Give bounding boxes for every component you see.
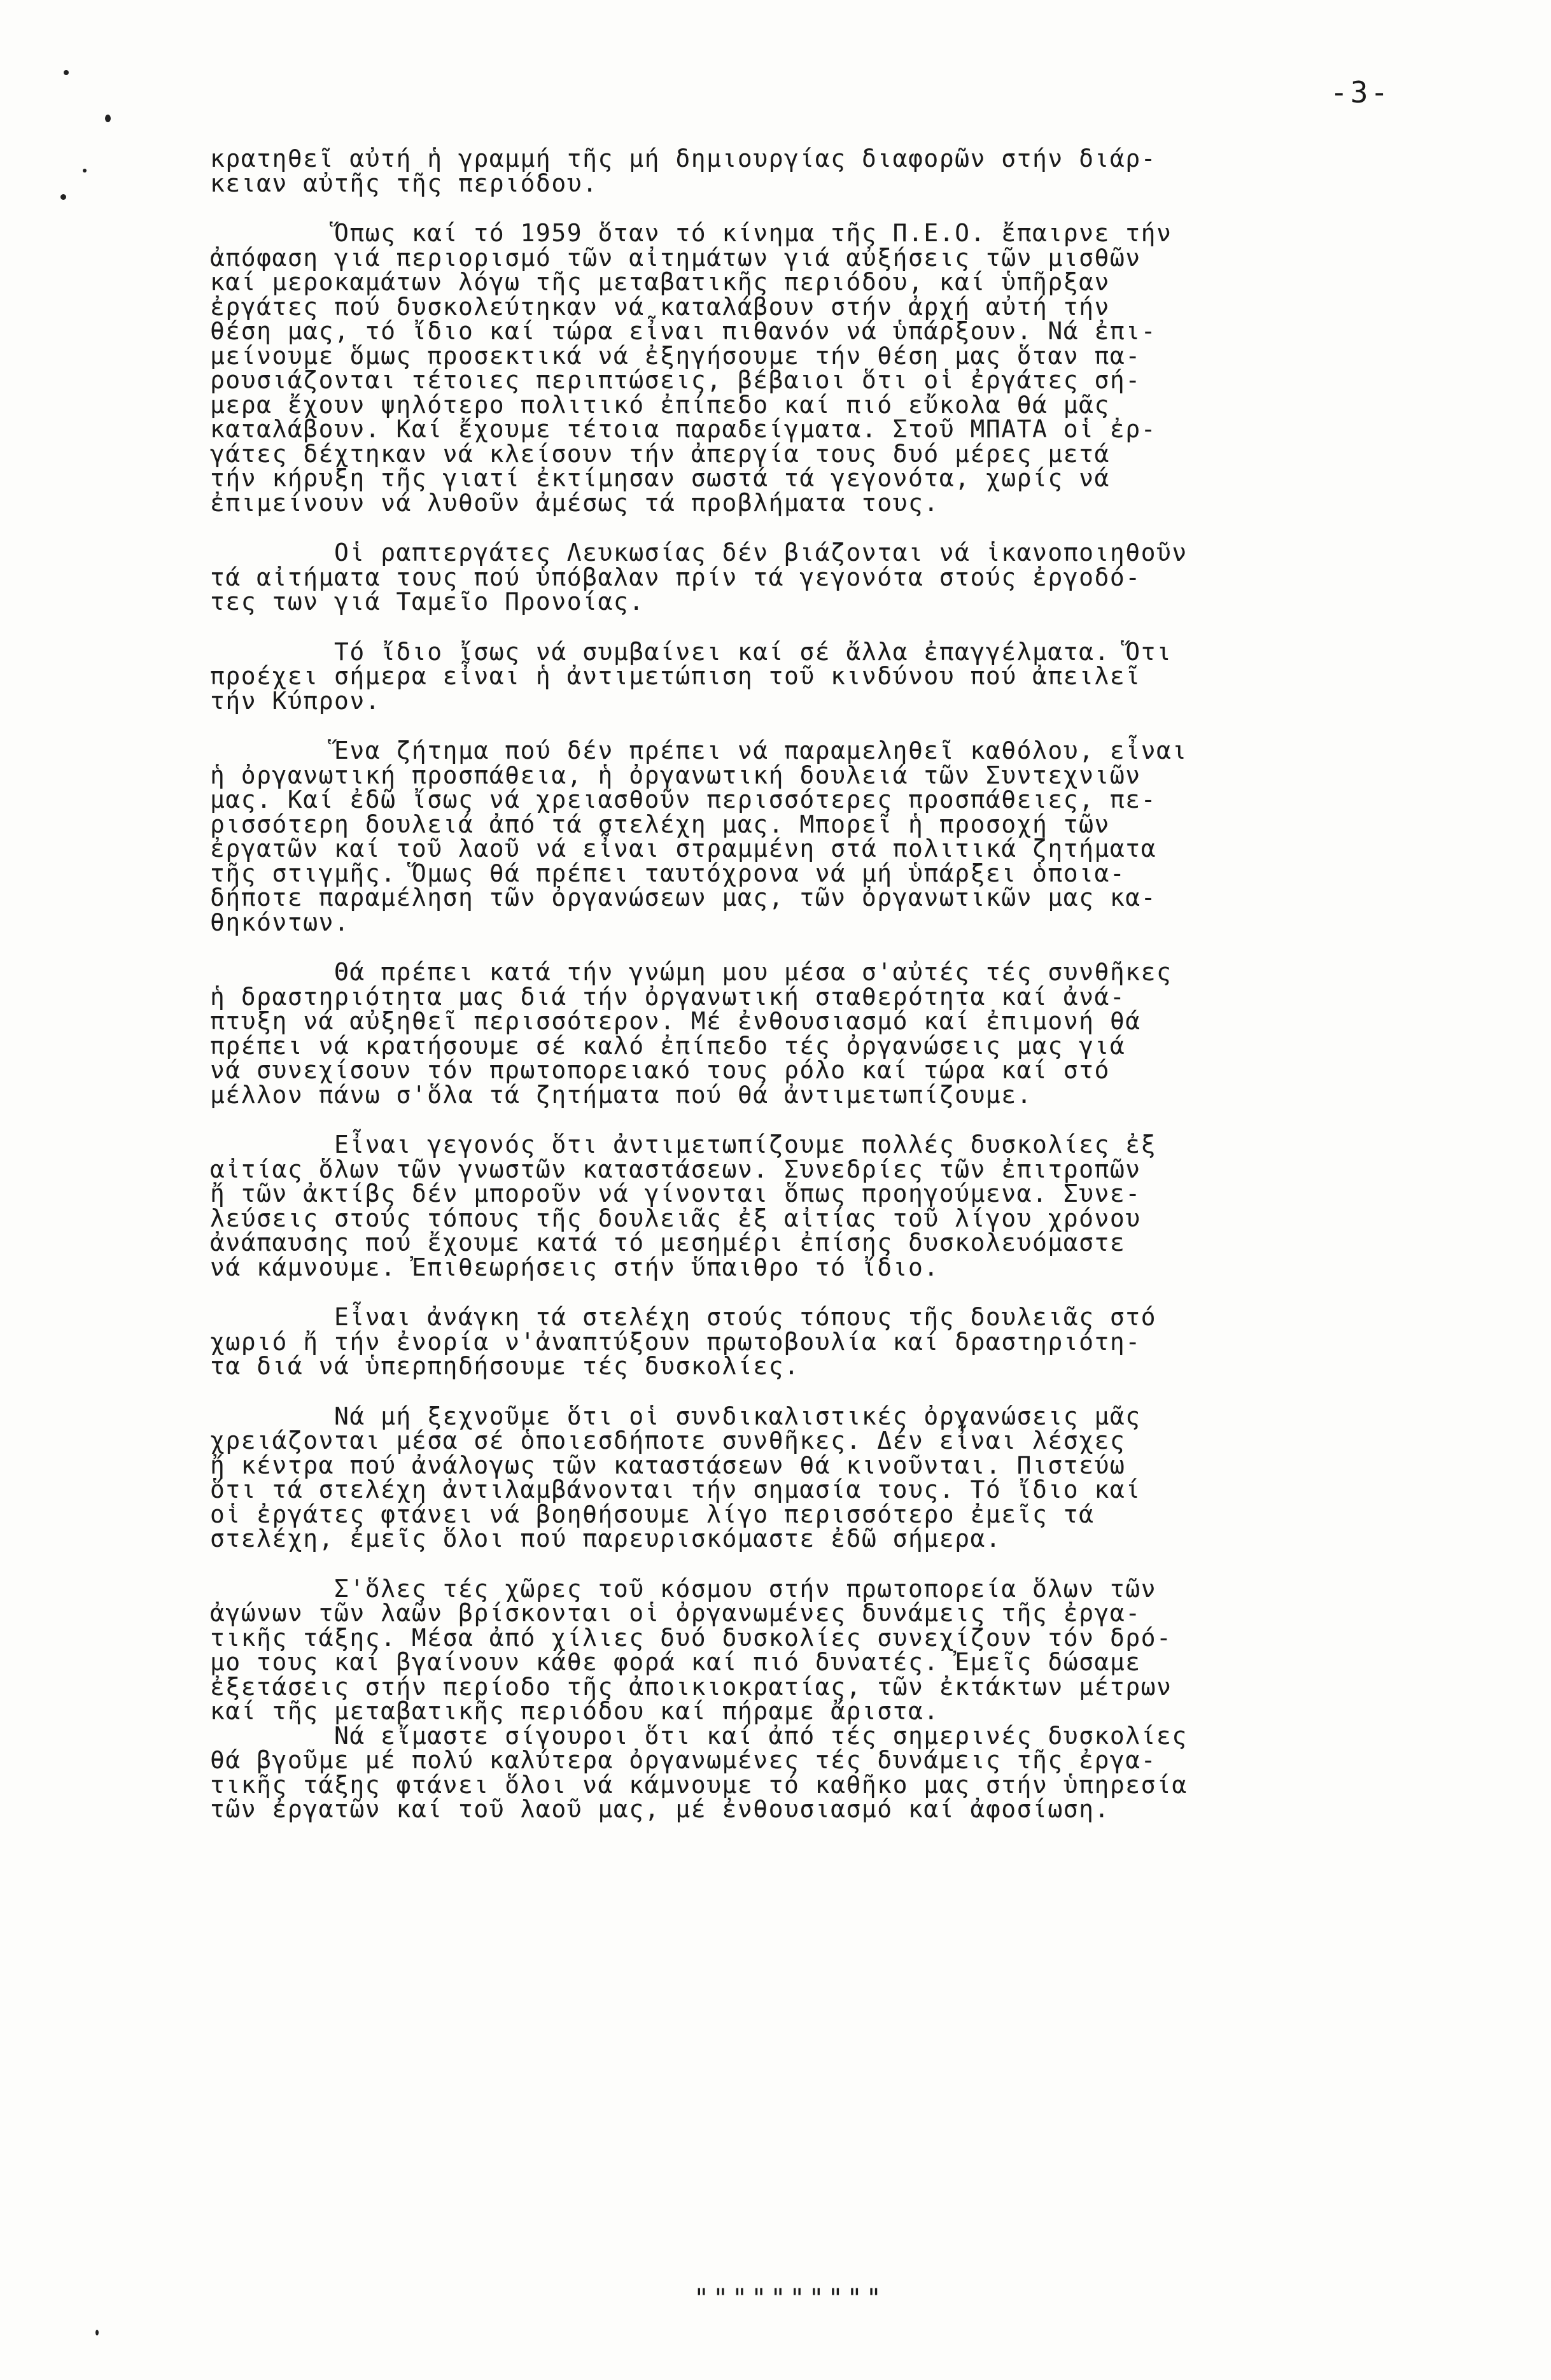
text-line: ἀγώνων τῶν λαῶν βρίσκονται οἱ ὀργανωμένες δυνάμεις τῆς ἐργα- bbox=[210, 1599, 1141, 1627]
text-line: χρειάζονται μέσα σέ ὁποιεσδήποτε συνθῆκες. Δέν εἶναι λέσχες bbox=[210, 1426, 1126, 1454]
text-line: ρισσότερη δουλειά ἀπό τά στελέχη μας. Μπορεῖ ἡ προσοχή τῶν bbox=[210, 810, 1110, 838]
text-line: τῶν ἐργατῶν καί τοῦ λαοῦ μας, μέ ἐνθουσιασμό καί ἀφοσίωση. bbox=[210, 1795, 1110, 1823]
ink-speck bbox=[60, 194, 66, 200]
text-line: θά βγοῦμε μέ πολύ καλύτερα ὀργανωμένες τές δυνάμεις τῆς ἐργα- bbox=[210, 1746, 1157, 1774]
ink-speck bbox=[105, 115, 111, 122]
text-line: τικῆς τάξης. Μέσα ἀπό χίλιες δυό δυσκολίες συνεχίζουν τόν δρό- bbox=[210, 1623, 1172, 1652]
text-line: Οἱ ραπτεργάτες Λευκωσίας δέν βιάζονται νά ἱκανοποιηθοῦν bbox=[210, 539, 1188, 567]
text-line: Εἶναι ἀνάγκη τά στελέχη στούς τόπους τῆς δουλειᾶς στό bbox=[210, 1303, 1157, 1331]
text-line: ἀνάπαυσης πού ἔχουμε κατά τό μεσημέρι ἐπίσης δυσκολευόμαστε bbox=[210, 1229, 1126, 1257]
text-line: καί τῆς μεταβατικῆς περιόδου καί πήραμε ἄριστα. bbox=[210, 1697, 939, 1725]
text-line: τά αἰτήματα τους πού ὑπόβαλαν πρίν τά γεγονότα στούς ἐργοδό- bbox=[210, 563, 1141, 591]
text-line: γάτες δέχτηκαν νά κλείσουν τήν ἀπεργία τους δυό μέρες μετά bbox=[210, 439, 1110, 468]
text-line: κρατηθεῖ αὐτή ἡ γραμμή τῆς μή δημιουργίας διαφορῶν στήν διάρ- bbox=[210, 144, 1157, 173]
text-line: Νά εἴμαστε σίγουροι ὅτι καί ἀπό τές σημερινές δυσκολίες bbox=[210, 1721, 1188, 1750]
text-line: καταλάβουν. Καί ἔχουμε τέτοια παραδείγματα. Στοῦ ΜΠΑΤΑ οἱ ἐρ- bbox=[210, 415, 1157, 443]
text-line: Ἕνα ζήτημα πού δέν πρέπει νά παραμεληθεῖ καθόλου, εἶναι bbox=[210, 736, 1188, 764]
paragraph-gap bbox=[210, 1379, 1438, 1404]
text-line: Τό ἴδιο ἴσως νά συμβαίνει καί σέ ἄλλα ἐπαγγέλματα. Ὅτι bbox=[210, 637, 1172, 666]
text-line: μας. Καί ἐδῶ ἴσως νά χρειασθοῦν περισσότερες προσπάθειες, πε- bbox=[210, 785, 1157, 813]
text-line: αἰτίας ὅλων τῶν γνωστῶν καταστάσεων. Συνεδρίες τῶν ἐπιτροπῶν bbox=[210, 1155, 1141, 1183]
text-line: δήποτε παραμέληση τῶν ὀργανώσεων μας, τῶν ὀργανωτικῶν μας κα- bbox=[210, 884, 1157, 912]
text-line: ἡ ὀργανωτική προσπάθεια, ἡ ὀργανωτική δουλειά τῶν Συντεχνιῶν bbox=[210, 761, 1141, 789]
ink-speck bbox=[95, 2330, 99, 2335]
text-line: Νά μή ξεχνοῦμε ὅτι οἱ συνδικαλιστικές ὀργανώσεις μᾶς bbox=[210, 1402, 1141, 1430]
paragraph-gap bbox=[210, 1279, 1438, 1305]
paragraph-gap bbox=[210, 515, 1438, 540]
text-line: ἤ τῶν ἀκτίβς δέν μποροῦν νά γίνονται ὅπως προηγούμενα. Συνε- bbox=[210, 1179, 1141, 1208]
text-line: θέση μας, τό ἴδιο καί τώρα εἶναι πιθανόν νά ὑπάρξουν. Νά ἐπι- bbox=[210, 317, 1157, 345]
text-line: ἡ δραστηριότητα μας διά τήν ὀργανωτική σταθερότητα καί ἀνά- bbox=[210, 982, 1126, 1011]
text-line: τα διά νά ὑπερπηδήσουμε τές δυσκολίες. bbox=[210, 1352, 800, 1380]
text-line: ἐργατῶν καί τοῦ λαοῦ νά εἶναι στραμμένη στά πολιτικά ζητήματα bbox=[210, 834, 1157, 863]
text-line: Θά πρέπει κατά τήν γνώμη μου μέσα σ'αὐτές τές συνθῆκες bbox=[210, 958, 1172, 986]
text-line: μείνουμε ὅμως προσεκτικά νά ἐξηγήσουμε τήν θέση μας ὅταν πα- bbox=[210, 341, 1141, 370]
text-line: λεύσεις στούς τόπους τῆς δουλειᾶς ἐξ αἰτίας τοῦ λίγου χρόνου bbox=[210, 1204, 1141, 1232]
text-line: ὅτι τά στελέχη ἀντιλαμβάνονται τήν σημασία τους. Τό ἴδιο καί bbox=[210, 1475, 1141, 1503]
paragraph-gap bbox=[210, 713, 1438, 738]
text-line: ἤ κέντρα πού ἀνάλογως τῶν καταστάσεων θά κινοῦνται. Πιστεύω bbox=[210, 1451, 1126, 1479]
page-number: -3- bbox=[1330, 75, 1391, 109]
text-line: ἀπόφαση γιά περιορισμό τῶν αἰτημάτων γιά αὐξήσεις τῶν μισθῶν bbox=[210, 243, 1141, 272]
text-line: νά κάμνουμε. Ἐπιθεωρήσεις στήν ὕπαιθρο τό ἴδιο. bbox=[210, 1253, 939, 1281]
text-line: κειαν αὐτῆς τῆς περιόδου. bbox=[210, 169, 598, 197]
text-line: προέχει σήμερα εἶναι ἡ ἀντιμετώπιση τοῦ κινδύνου πού ἀπειλεῖ bbox=[210, 662, 1141, 690]
text-line: οἱ ἐργάτες φτάνει νά βοηθήσουμε λίγο περισσότερο ἐμεῖς τά bbox=[210, 1500, 1095, 1528]
text-line: τες των γιά Ταμεῖο Προνοίας. bbox=[210, 588, 645, 616]
text-line: ρουσιάζονται τέτοιες περιπτώσεις, βέβαιοι ὅτι οἱ ἐργάτες σή- bbox=[210, 366, 1141, 394]
text-line: τικῆς τάξης φτάνει ὅλοι νά κάμνουμε τό καθῆκο μας στήν ὑπηρεσία bbox=[210, 1770, 1188, 1799]
text-line: τήν Κύπρον. bbox=[210, 686, 381, 715]
paragraph-gap bbox=[210, 195, 1438, 221]
text-line: μο τους καί βγαίνουν κάθε φορά καί πιό δυνατές. Ἐμεῖς δώσαμε bbox=[210, 1648, 1141, 1676]
text-line: ἐπιμείνουν νά λυθοῦν ἀμέσως τά προβλήματα τους. bbox=[210, 488, 939, 517]
end-of-text-mark: """""""""" bbox=[694, 2284, 885, 2313]
paragraph-gap bbox=[210, 1107, 1438, 1132]
text-line: χωριό ἤ τήν ἐνορία ν'ἀναπτύξουν πρωτοβουλία καί δραστηριότη- bbox=[210, 1327, 1141, 1356]
document-body bbox=[210, 146, 1438, 1822]
text-line: Ὅπως καί τό 1959 ὅταν τό κίνημα τῆς Π.Ε.Ο. ἔπαιρνε τήν bbox=[210, 219, 1172, 247]
ink-speck bbox=[64, 70, 69, 75]
text-line: θηκόντων. bbox=[210, 908, 350, 936]
text-line: μερα ἔχουν ψηλότερο πολιτικό ἐπίπεδο καί πιό εὔκολα θά μᾶς bbox=[210, 390, 1110, 419]
text-line: Σ'ὅλες τές χῶρες τοῦ κόσμου στήν πρωτοπορεία ὅλων τῶν bbox=[210, 1574, 1157, 1603]
paragraph-gap bbox=[210, 614, 1438, 640]
text-line: καί μεροκαμάτων λόγω τῆς μεταβατικῆς περιόδου, καί ὑπῆρξαν bbox=[210, 268, 1110, 296]
text-line: τῆς στιγμῆς. Ὅμως θά πρέπει ταυτόχρονα νά μή ὑπάρξει ὁποια- bbox=[210, 859, 1126, 887]
text-line: πτυξη νά αὐξηθεῖ περισσότερον. Μέ ἐνθουσιασμό καί ἐπιμονή θά bbox=[210, 1007, 1141, 1035]
paragraph-gap bbox=[210, 934, 1438, 960]
text-line: νά συνεχίσουν τόν πρωτοπορειακό τους ρόλο καί τώρα καί στό bbox=[210, 1056, 1110, 1084]
text-line: ἐξετάσεις στήν περίοδο τῆς ἀποικιοκρατίας, τῶν ἐκτάκτων μέτρων bbox=[210, 1672, 1172, 1701]
text-line: Εἶναι γεγονός ὅτι ἀντιμετωπίζουμε πολλές δυσκολίες ἐξ bbox=[210, 1130, 1157, 1158]
text-line: ἐργάτες πού δυσκολεύτηκαν νά καταλάβουν στήν ἀρχή αὐτή τήν bbox=[210, 292, 1110, 321]
paragraph-gap bbox=[210, 1551, 1438, 1577]
text-line: μέλλον πάνω σ'ὅλα τά ζητήματα πού θά ἀντιμετωπίζουμε. bbox=[210, 1080, 1033, 1109]
text-line: τήν κήρυξη τῆς γιατί ἐκτίμησαν σωστά τά γεγονότα, χωρίς νά bbox=[210, 464, 1110, 492]
text-line: πρέπει νά κρατήσουμε σέ καλό ἐπίπεδο τές ὀργανώσεις μας γιά bbox=[210, 1031, 1126, 1060]
ink-speck bbox=[83, 169, 87, 173]
text-line: στελέχη, ἐμεῖς ὅλοι πού παρευρισκόμαστε ἐδῶ σήμερα. bbox=[210, 1524, 1002, 1553]
